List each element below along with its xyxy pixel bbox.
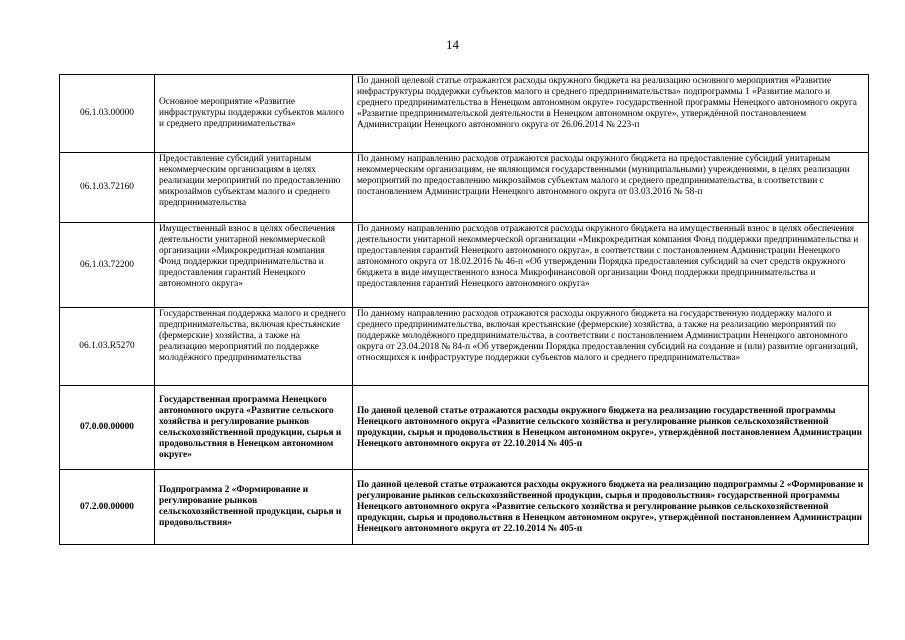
- row-code: 06.1.03.72160: [60, 153, 155, 223]
- table-row: [60, 386, 869, 470]
- table-row: [60, 223, 869, 308]
- row-code: 07.2.00.00000: [60, 470, 155, 545]
- row-name: Имущественный взнос в целях обеспечения деятельности унитарной некоммерческой организации «Микрокредитная компания Фонд поддержки предпринимательства и предоставления гарантий Ненецкого автономного округа»: [155, 223, 353, 308]
- row-code: 06.1.03.R5270: [60, 308, 155, 386]
- table-row: [60, 308, 869, 386]
- row-name: Государственная поддержка малого и среднего предпринимательства, включая крестьянские (фермерские) хозяйства, а также на реализацию мероприятий по поддержке молодёжного предпринимательства: [155, 308, 353, 386]
- row-code: 07.0.00.00000: [60, 386, 155, 470]
- row-code: 06.1.03.00000: [60, 75, 155, 153]
- row-description: По данному направлению расходов отражаются расходы окружного бюджета на предоставление субсидий унитарным некоммерческим организациям, не являющимся государственными (муниципальными) учреждениями, в целях реализации мероприятий по предоставлению микрозаймов субъектам малого и среднего предпринимательства, в соответствии с постановлением Администрации Ненецкого автономного округа от 03.03.2016 № 58-п: [353, 153, 869, 223]
- row-name: Основное мероприятие «Развитие инфраструктуры поддержки субъектов малого и среднего предпринимательства»: [155, 75, 353, 153]
- row-description: По данной целевой статье отражаются расходы окружного бюджета на реализацию подпрограммы 2 «Формирование и регулирование рынков сельскохозяйственной продукции, сырья и продовольствия» государственной программы Ненецкого автономного округа «Развитие сельского хозяйства и регулирование рынков сельскохозяйственной продукции, сырья и продовольствия в Ненецком автономном округе», утверждённой постановлением Администрации Ненецкого автономного округа от 22.10.2014 № 405-п: [353, 470, 869, 545]
- page-number: 14: [446, 37, 459, 52]
- row-description: По данному направлению расходов отражаются расходы окружного бюджета на имущественный взнос в целях обеспечения деятельности унитарной некоммерческой организации «Микрокредитная компания Фонд поддержки предпринимательства и предоставления гарантий Ненецкого автономного округа», в соответствии с постановлением Администрации Ненецкого автономного округа от 18.02.2016 № 46-п «Об утверждении Порядка предоставления субсидий за счет средств окружного бюджета в виде имущественного взноса Микрофинансовой организации Фонд поддержки предпринимательства и предоставления гарантий Ненецкого автономного округа»: [353, 223, 869, 308]
- table-row: [60, 153, 869, 223]
- row-code: 06.1.03.72200: [60, 223, 155, 308]
- row-description: По данному направлению расходов отражаются расходы окружного бюджета на государственную поддержку малого и среднего предпринимательства, включая крестьянские (фермерские) хозяйства, а также на реализацию мероприятий по поддержке молодёжного предпринимательства, в соответствии с постановлением Администрации Ненецкого автономного округа от 23.04.2018 № 84-п «Об утверждении Порядка предоставления субсидий на создание и (или) развитие организаций, относящихся к инфраструктуре поддержки субъектов малого и среднего предпринимательства»: [353, 308, 869, 386]
- row-name: Государственная программа Ненецкого автономного округа «Развитие сельского хозяйства и регулирование рынков сельскохозяйственной продукции, сырья и продовольствия в Ненецком автономном округе»: [155, 386, 353, 470]
- table-row: [60, 75, 869, 153]
- row-name: Предоставление субсидий унитарным некоммерческим организациям в целях реализации мероприятий по предоставлению микрозаймов субъектам малого и среднего предпринимательства: [155, 153, 353, 223]
- row-description: По данной целевой статье отражаются расходы окружного бюджета на реализацию основного мероприятия «Развитие инфраструктуры поддержки субъектов малого и среднего предпринимательства» подпрограммы 1 «Развитие малого и среднего предпринимательства в Ненецком автономном округе» государственной программы Ненецкого автономного округа «Развитие предпринимательской деятельности в Ненецком автономном округе», утверждённой постановлением Администрации Ненецкого автономного округа от 26.06.2014 № 223-п: [353, 75, 869, 153]
- row-name: Подпрограмма 2 «Формирование и регулирование рынков сельскохозяйственной продукции, сырья и продовольствия»: [155, 470, 353, 545]
- budget-classification-table: [59, 74, 869, 545]
- row-description: По данной целевой статье отражаются расходы окружного бюджета на реализацию государственной программы Ненецкого автономного округа «Развитие сельского хозяйства и регулирование рынков сельскохозяйственной продукции, сырья и продовольствия в Ненецком автономном округе», утверждённой постановлением Администрации Ненецкого автономного округа от 22.10.2014 № 405-п: [353, 386, 869, 470]
- table-row: [60, 470, 869, 545]
